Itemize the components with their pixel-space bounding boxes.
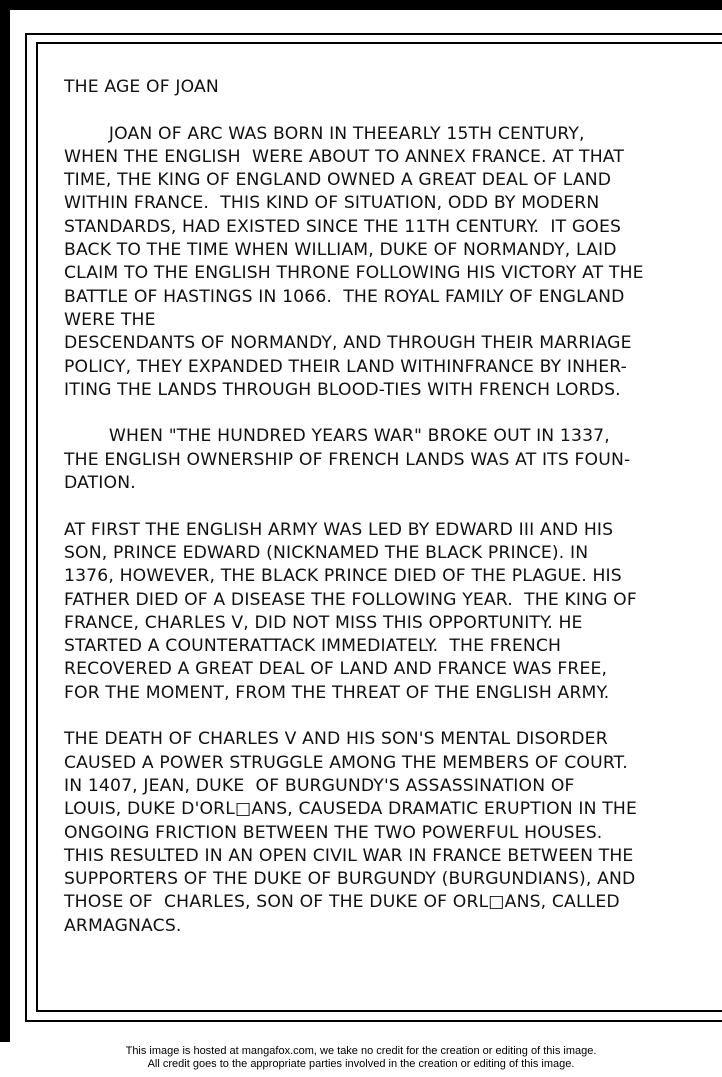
credit-line: All credit goes to the appropriate parties involved in the creation or editing of this image. xyxy=(147,1058,575,1070)
text-line: TIME, THE KING OF ENGLAND OWNED A GREAT DEAL OF LAND xyxy=(64,170,612,191)
text-line: POLICY, THEY EXPANDED THEIR LAND WITHINFRANCE BY INHER- xyxy=(64,356,627,377)
text-line: WITHIN FRANCE. THIS KIND OF SITUATION, ODD BY MODERN xyxy=(64,193,600,214)
text-line: ONGOING FRICTION BETWEEN THE TWO POWERFUL HOUSES. xyxy=(64,822,603,843)
text-line: FRANCE, CHARLES V, DID NOT MISS THIS OPPORTUNITY. HE xyxy=(64,612,583,633)
text-line: BACK TO THE TIME WHEN WILLIAM, DUKE OF NORMANDY, LAID xyxy=(64,240,617,261)
text-line: WHEN THE ENGLISH WERE ABOUT TO ANNEX FRANCE. AT THAT xyxy=(64,146,624,167)
text-line: STANDARDS, HAD EXISTED SINCE THE 11TH CENTURY. IT GOES xyxy=(64,216,622,237)
text-line: AT FIRST THE ENGLISH ARMY WAS LED BY EDWARD III AND HIS xyxy=(64,519,614,540)
text-line: STARTED A COUNTERATTACK IMMEDIATELY. THE FRENCH xyxy=(64,636,562,657)
paragraph-3 xyxy=(64,519,704,705)
text-line: BATTLE OF HASTINGS IN 1066. THE ROYAL FAMILY OF ENGLAND xyxy=(64,286,625,307)
text-line: WHEN "THE HUNDRED YEARS WAR" BROKE OUT IN 1337, xyxy=(64,426,610,447)
text-line: SUPPORTERS OF THE DUKE OF BURGUNDY (BURGUNDIANS), AND xyxy=(64,869,636,890)
text-line: THOSE OF CHARLES, SON OF THE DUKE OF ORL□ANS, CALLED xyxy=(64,892,620,913)
spacer xyxy=(64,99,704,122)
text-line: THIS RESULTED IN AN OPEN CIVIL WAR IN FRANCE BETWEEN THE xyxy=(64,845,634,866)
text-line: ITING THE LANDS THROUGH BLOOD-TIES WITH FRENCH LORDS. xyxy=(64,379,621,400)
text-line: FOR THE MOMENT, FROM THE THREAT OF THE ENGLISH ARMY. xyxy=(64,682,610,703)
spacer xyxy=(64,402,704,425)
page-title: THE AGE OF JOAN xyxy=(64,77,219,97)
spacer xyxy=(64,495,704,518)
text-line: DESCENDANTS OF NORMANDY, AND THROUGH THEIR MARRIAGE xyxy=(64,333,632,354)
paragraph-2 xyxy=(64,425,704,495)
text-line: SON, PRINCE EDWARD (NICKNAMED THE BLACK PRINCE). IN xyxy=(64,542,589,563)
top-border-bar xyxy=(0,0,722,10)
paragraph-1 xyxy=(64,123,704,403)
text-line: THE DEATH OF CHARLES V AND HIS SON'S MENTAL DISORDER xyxy=(64,729,608,750)
text-line: FATHER DIED OF A DISEASE THE FOLLOWING YEAR. THE KING OF xyxy=(64,589,637,610)
text-line: THE ENGLISH OWNERSHIP OF FRENCH LANDS WAS AT ITS FOUN- xyxy=(64,449,631,470)
text-line: CLAIM TO THE ENGLISH THRONE FOLLOWING HIS VICTORY AT THE xyxy=(64,263,644,284)
text-line: JOAN OF ARC WAS BORN IN THEEARLY 15TH CENTURY, xyxy=(64,123,585,144)
paragraph-4 xyxy=(64,728,704,938)
credit-line: This image is hosted at mangafox.com, we take no credit for the creation or editing of this image. xyxy=(125,1045,597,1057)
text-line: RECOVERED A GREAT DEAL OF LAND AND FRANCE WAS FREE, xyxy=(64,659,608,680)
text-line: 1376, HOWEVER, THE BLACK PRINCE DIED OF THE PLAGUE. HIS xyxy=(64,566,622,587)
text-line: LOUIS, DUKE D'ORL□ANS, CAUSEDA DRAMATIC ERUPTION IN THE xyxy=(64,799,637,820)
text-line: CAUSED A POWER STRUGGLE AMONG THE MEMBERS OF COURT. xyxy=(64,752,628,773)
left-border-bar xyxy=(0,0,10,1042)
text-line: IN 1407, JEAN, DUKE OF BURGUNDY'S ASSASSINATION OF xyxy=(64,775,575,796)
hosting-credit xyxy=(0,1045,722,1071)
spacer xyxy=(64,705,704,728)
text-line: DATION. xyxy=(64,473,136,494)
text-line: WERE THE xyxy=(64,309,156,330)
text-panel xyxy=(64,76,704,938)
text-line: ARMAGNACS. xyxy=(64,915,182,936)
